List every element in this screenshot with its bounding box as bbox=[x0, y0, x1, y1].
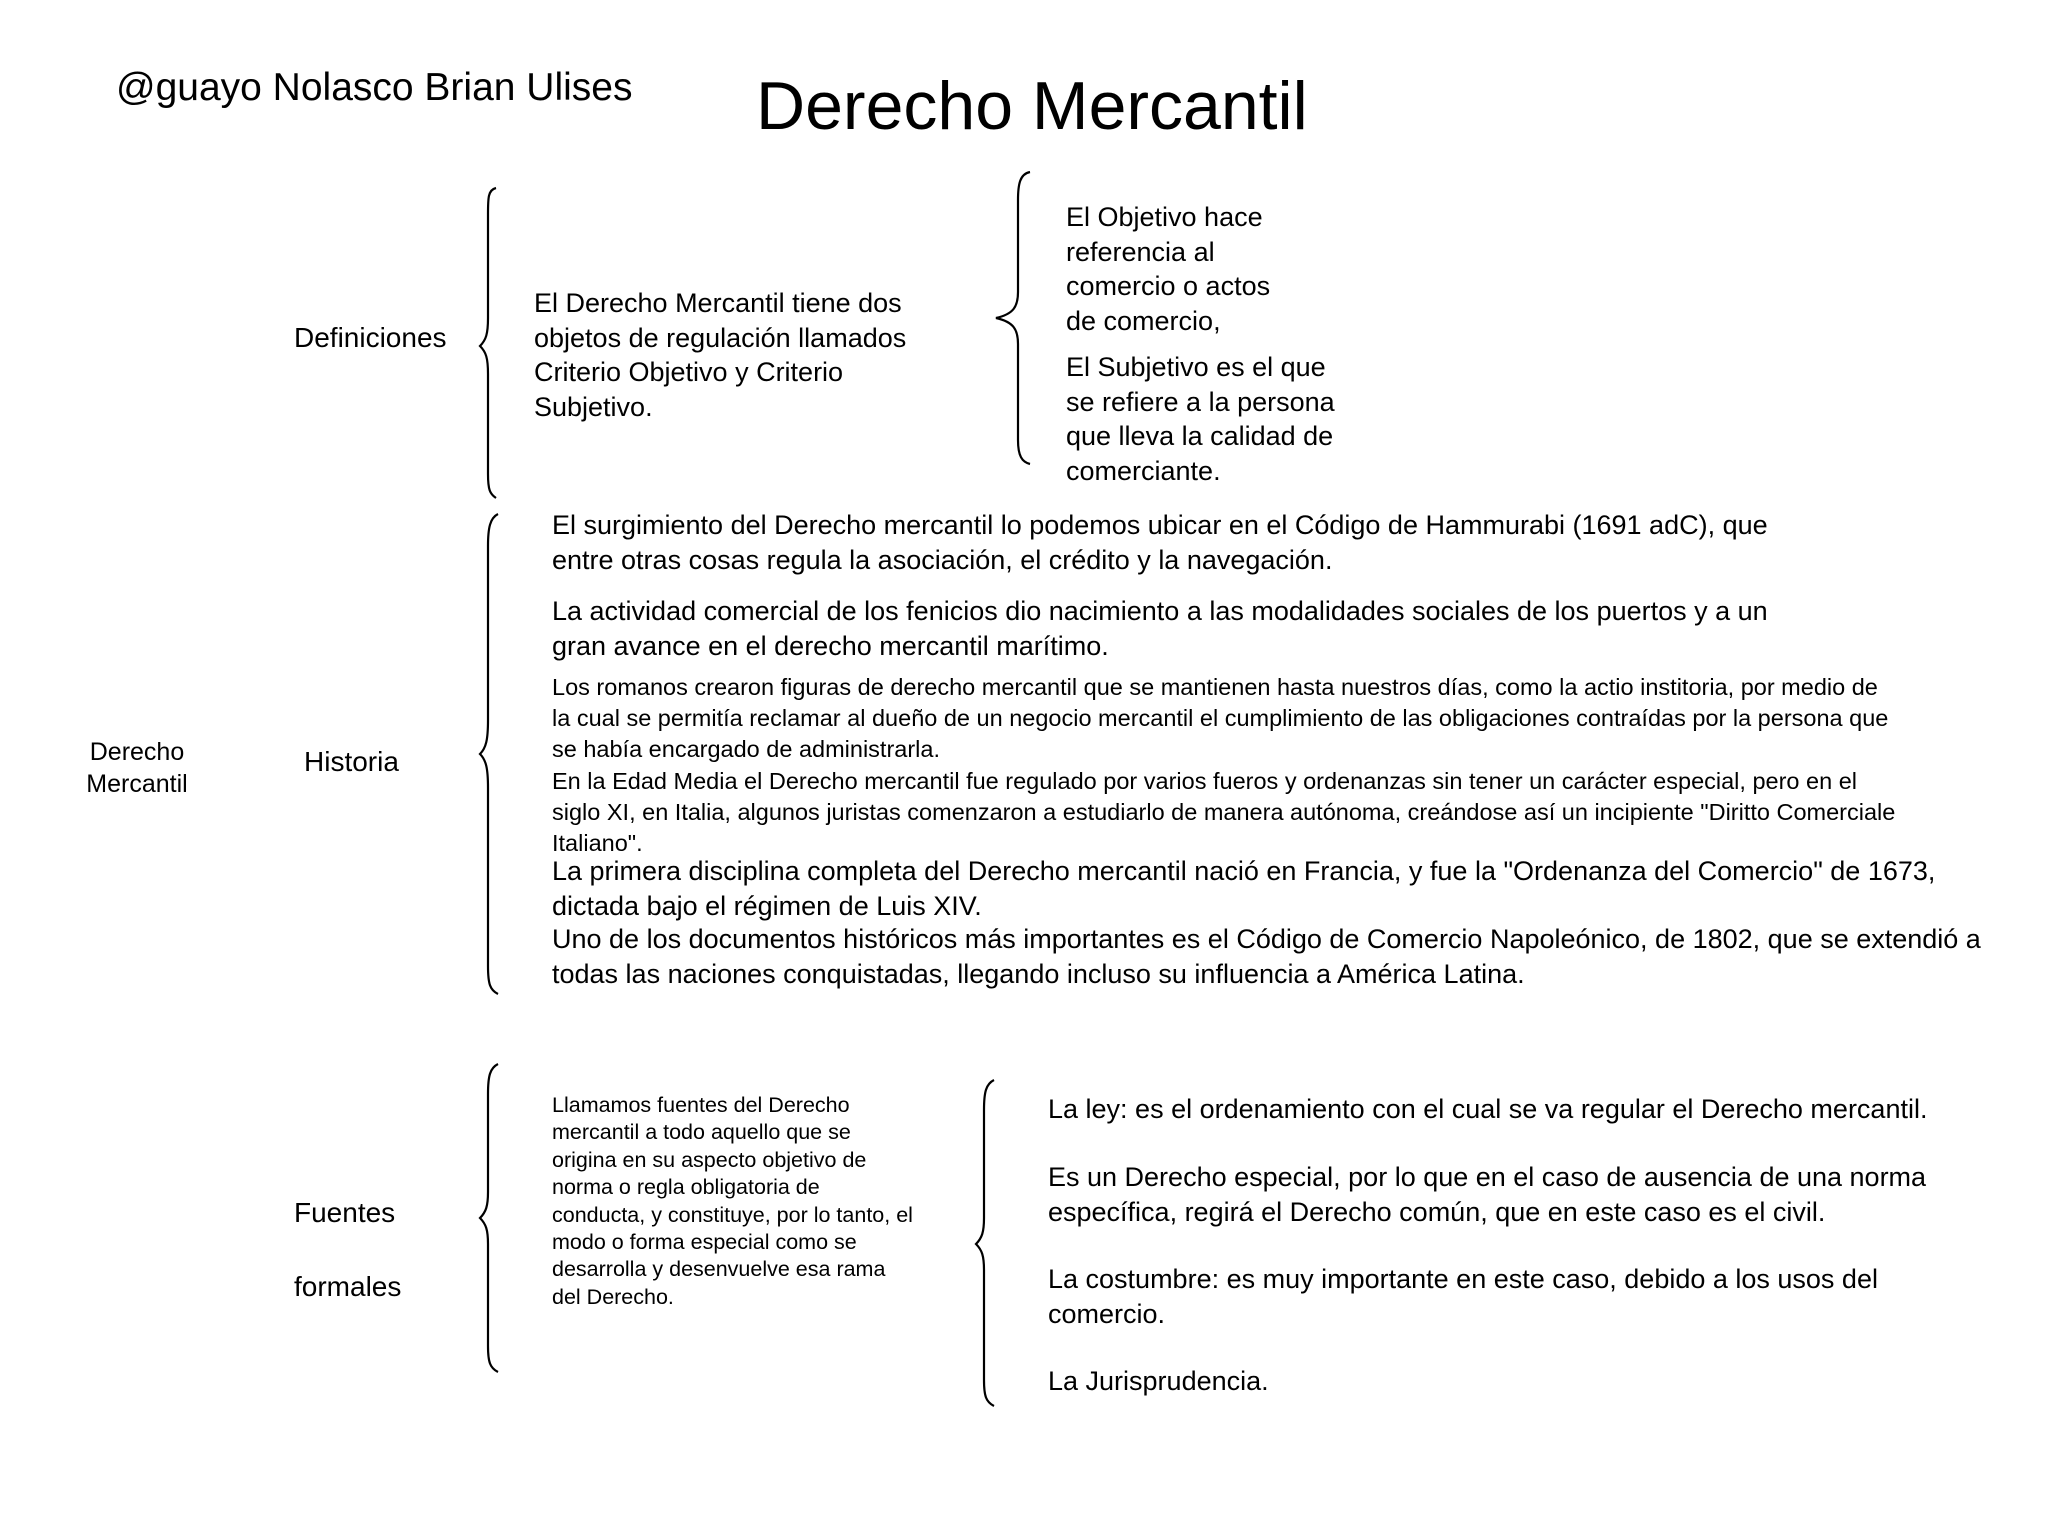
brace-historia bbox=[480, 514, 498, 994]
fuentes-item-derecho-especial: Es un Derecho especial, por lo que en el caso de ausencia de una norma específica, regirá el Derecho común, que en este caso es el civil. bbox=[1048, 1162, 1927, 1227]
historia-item: La actividad comercial de los fenicios dio nacimiento a las modalidades sociales de los puertos y a un gran avance en el derecho mercantil marítimo. bbox=[552, 596, 1768, 661]
brace-fuentes bbox=[480, 1064, 498, 1372]
brace-fuentes-items bbox=[976, 1080, 994, 1406]
branch-definiciones: Definiciones bbox=[294, 322, 447, 353]
historia-item: Los romanos crearon figuras de derecho mercantil que se mantienen hasta nuestros días, como la actio institoria, por medio de la cual se permitía reclamar al dueño de un negocio mercantil el cumplimiento de las obligaciones contraídas por la persona que se había encargado de administrarla. bbox=[552, 674, 1889, 762]
historia-item: El surgimiento del Derecho mercantil lo podemos ubicar en el Código de Hammurabi (1691 adC), que entre otras cosas regula la asociación, el crédito y la navegación. bbox=[552, 510, 1768, 575]
brace-criterios bbox=[996, 172, 1030, 464]
criterio-objetivo: El Objetivo hace referencia al comercio o actos de comercio, bbox=[1066, 202, 1271, 336]
fuentes-item-ley: La ley: es el ordenamiento con el cual se va regular el Derecho mercantil. bbox=[1048, 1094, 1928, 1124]
author-name: @guayo Nolasco Brian Ulises bbox=[116, 66, 633, 109]
branch-historia: Historia bbox=[304, 746, 399, 777]
page-title: Derecho Mercantil bbox=[756, 68, 1308, 144]
fuentes-intro: Llamamos fuentes del Derecho mercantil a todo aquello que se origina en su aspecto objetivo de norma o regla obligatoria de conducta, y constituye, por lo tanto, el modo o forma especial como se desarrolla y desenvuelve esa rama del Derecho. bbox=[552, 1093, 913, 1309]
fuentes-item-costumbre: La costumbre: es muy importante en este caso, debido a los usos del comercio. bbox=[1048, 1264, 1878, 1329]
fuentes-item-jurisprudencia: La Jurisprudencia. bbox=[1048, 1366, 1269, 1396]
branch-fuentes-formales: Fuentes formales bbox=[294, 1197, 402, 1302]
historia-item: La primera disciplina completa del Derecho mercantil nació en Francia, y fue la "Ordenanza del Comercio" de 1673, dictada bajo el régimen de Luis XIV. bbox=[552, 856, 1936, 921]
historia-item: Uno de los documentos históricos más importantes es el Código de Comercio Napoleónico, de 1802, que se extendió a todas las naciones conquistadas, llegando incluso su influencia a América Latina. bbox=[552, 924, 1981, 989]
historia-item: En la Edad Media el Derecho mercantil fue regulado por varios fueros y ordenanzas sin tener un carácter especial, pero en el siglo XI, en Italia, algunos juristas comenzaron a estudiarlo de manera autónoma, creándose así un incipiente "Diritto Comerciale Italiano". bbox=[552, 768, 1896, 856]
brace-definiciones bbox=[480, 188, 496, 498]
criterio-subjetivo: El Subjetivo es el que se refiere a la persona que lleva la calidad de comerciante. bbox=[1066, 352, 1335, 486]
root-node: Derecho Mercantil bbox=[86, 738, 188, 798]
definiciones-intro: El Derecho Mercantil tiene dos objetos de regulación llamados Criterio Objetivo y Criterio Subjetivo. bbox=[534, 288, 907, 422]
